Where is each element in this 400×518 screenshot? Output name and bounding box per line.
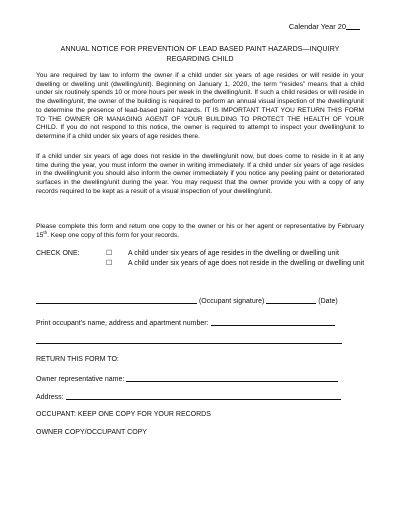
owner-rep-field[interactable] [126, 374, 338, 382]
occupant-signature-label: (Occupant signature) [198, 298, 265, 305]
keep-copy-note: OCCUPANT: KEEP ONE COPY FOR YOUR RECORDS [36, 411, 211, 418]
address-row [36, 392, 341, 402]
print-row [36, 318, 335, 328]
owner-rep-row [36, 374, 338, 384]
check-one-label: CHECK ONE: [36, 250, 80, 257]
print-label: Print occupant's name, address and apartment number: [36, 320, 209, 327]
paragraph-instructions [36, 223, 364, 240]
date-label: (Date) [318, 298, 338, 305]
checkbox-resides[interactable]: ☐ [106, 250, 113, 257]
page-title [36, 44, 364, 63]
title-line-1: ANNUAL NOTICE FOR PREVENTION OF LEAD BASED PAINT HAZARDS—INQUIRY [60, 44, 340, 53]
calendar-year-blank[interactable] [346, 22, 360, 30]
instructions-superscript: th [43, 229, 48, 235]
option-not-resides-label: A child under six years of age does not reside in the dwelling or dwelling unit [128, 260, 365, 267]
checkbox-not-resides[interactable]: ☐ [106, 260, 113, 267]
address-field[interactable] [66, 392, 341, 400]
calendar-year-label: Calendar Year 20 [288, 22, 346, 31]
option-resides-label: A child under six years of age resides in the dwelling or dwelling unit [128, 250, 339, 257]
copy-designation: OWNER COPY/OCCUPANT COPY [36, 429, 147, 436]
date-field[interactable] [266, 296, 316, 304]
owner-rep-label: Owner representative name: [36, 376, 125, 383]
paragraph-inform-owner: If a child under six years of age does not reside in the dwelling/unit now, but does come to reside in it at any time during the year, you must inform the owner in writing immediately. If a child under six years of age resides in the dwelling/unit you should also inform the owner immediately if you notice any peeling paint or deteriorated surfaces in the dwelling/unit during the year. You may request that the owner provide you with a copy of any records required to be kept as a result of a visual inspection of your dwelling/unit. [36, 153, 364, 195]
instructions-text: Please complete this form and return one copy to the owner or his or her agent or representative by February 15 [36, 223, 364, 239]
option-not-resides[interactable] [106, 259, 366, 268]
address-label: Address: [36, 394, 64, 401]
option-resides[interactable] [106, 249, 366, 258]
occupant-signature-field[interactable] [36, 296, 197, 304]
occupant-name-field[interactable] [211, 318, 335, 326]
instructions-text-end: . Keep one copy of this form for your records. [47, 231, 180, 239]
signature-row [36, 296, 338, 306]
occupant-address-field[interactable] [36, 343, 342, 344]
title-line-2: REGARDING CHILD [166, 53, 234, 63]
return-label: RETURN THIS FORM TO: [36, 356, 119, 363]
calendar-year [289, 22, 360, 32]
paragraph-requirements: You are required by law to inform the owner if a child under six years of age resides or will reside in your dwelling or dwelling unit (dwelling/unit). Beginning on January 1, 2020, the term “resides” means that a child under six routinely spends 10 or more hours per week in the dwelling/unit. If such a child resides or will reside in the dwelling/unit, the owner of the building is required to perform an annual visual inspection of the dwelling/unit to determine the presence of lead-based paint hazards. IT IS IMPORTANT THAT YOU RETURN THIS FORM TO THE OWNER OR MANAGING AGENT OF YOUR BUILDING TO PROTECT THE HEALTH OF YOUR CHILD. If you do not respond to this notice, the owner is required to attempt to inspect your dwelling/unit to determine if a child under six years of age resides there. [36, 72, 364, 140]
